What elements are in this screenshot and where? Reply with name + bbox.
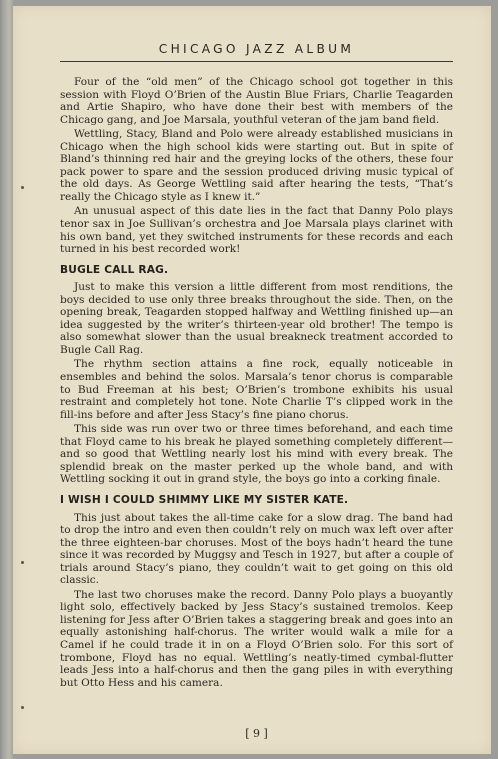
binding-hole	[21, 561, 24, 564]
paragraph: The rhythm section attains a fine rock, equally noticeable in ensembles and behind the solos. Marsala’s tenor chorus is comparable to Bud Freeman at his best; O’Brien’s trombone exhibits his usual restraint and completely hot tone. Note Charlie T’s clipped work in the fill-ins before and after Jess Stacy’s fine piano chorus.	[60, 358, 453, 421]
header-rule	[60, 61, 453, 62]
paragraph: An unusual aspect of this date lies in the fact that Danny Polo plays tenor sax in Joe Sullivan’s orchestra and Joe Marsala plays clarinet with his own band, yet they switched instruments for these records and each turned in his best recorded work!	[60, 205, 453, 256]
article-body	[60, 76, 453, 691]
section-heading: I WISH I COULD SHIMMY LIKE MY SISTER KATE.	[60, 493, 349, 506]
binding-hole	[21, 706, 24, 709]
paragraph: Four of the “old men” of the Chicago school got together in this session with Floyd O’Brien of the Austin Blue Friars, Charlie Teagarden and Artie Shapiro, who have done their best with members of the Chicago gang, and Joe Marsala, youthful veteran of the jam band field.	[60, 76, 453, 126]
running-header: CHICAGO JAZZ ALBUM	[158, 42, 355, 56]
paragraph: This just about takes the all-time cake for a slow drag. The band had to drop the intro and even then couldn’t rely on much wax left over after the three eighteen-bar choruses. Most of the boys hadn’t heard the tune since it was recorded by Muggsy and Tesch in 1927, but after a couple of trials around Stacy’s piano, they couldn’t wait to get going on this old classic.	[60, 511, 453, 587]
paragraph: Just to make this version a little different from most renditions, the boys decided to use only three breaks throughout the side. Then, on the opening break, Teagarden stopped halfway and Wettling finished up—an idea suggested by the writer’s thirteen-year old brother! The tempo is also somewhat slower than the usual breakneck treatment accorded to Bugle Call Rag.	[60, 281, 453, 356]
binding-hole	[21, 186, 24, 189]
paragraph: The last two choruses make the record. Danny Polo plays a buoyantly light solo, effectively backed by Jess Stacy’s sustained tremolos. Keep listening for Jess after O’Brien takes a staggering break and goes into an equally astonishing half-chorus. The writer would walk a mile for a Camel if he could trade it in on a Floyd O’Brien solo. For this sort of trombone, Floyd has no equal. Wettling’s neatly-timed cymbal-flutter leads Jess into a half-chorus and then the gang piles in with everything but Otto Hess and his camera.	[60, 588, 453, 689]
paragraph: Wettling, Stacy, Bland and Polo were already established musicians in Chicago when the high school kids were starting out. But in spite of Bland’s thinning red hair and the greying locks of the others, these four pack power to spare and the session produced driving music typical of the old days. As George Wettling said after hearing the tests, “That’s really the Chicago style as I knew it.”	[60, 128, 453, 203]
section-heading: BUGLE CALL RAG.	[60, 263, 169, 276]
paragraph: This side was run over two or three times beforehand, and each time that Floyd came to his break he played something completely different—and so good that Wettling nearly lost his mind with every break. The splendid break on the master perked up the whole band, and with Wettling socking it out in grand style, the boys go into a corking finale.	[60, 423, 453, 486]
page-number: [ 9 ]	[245, 727, 268, 740]
